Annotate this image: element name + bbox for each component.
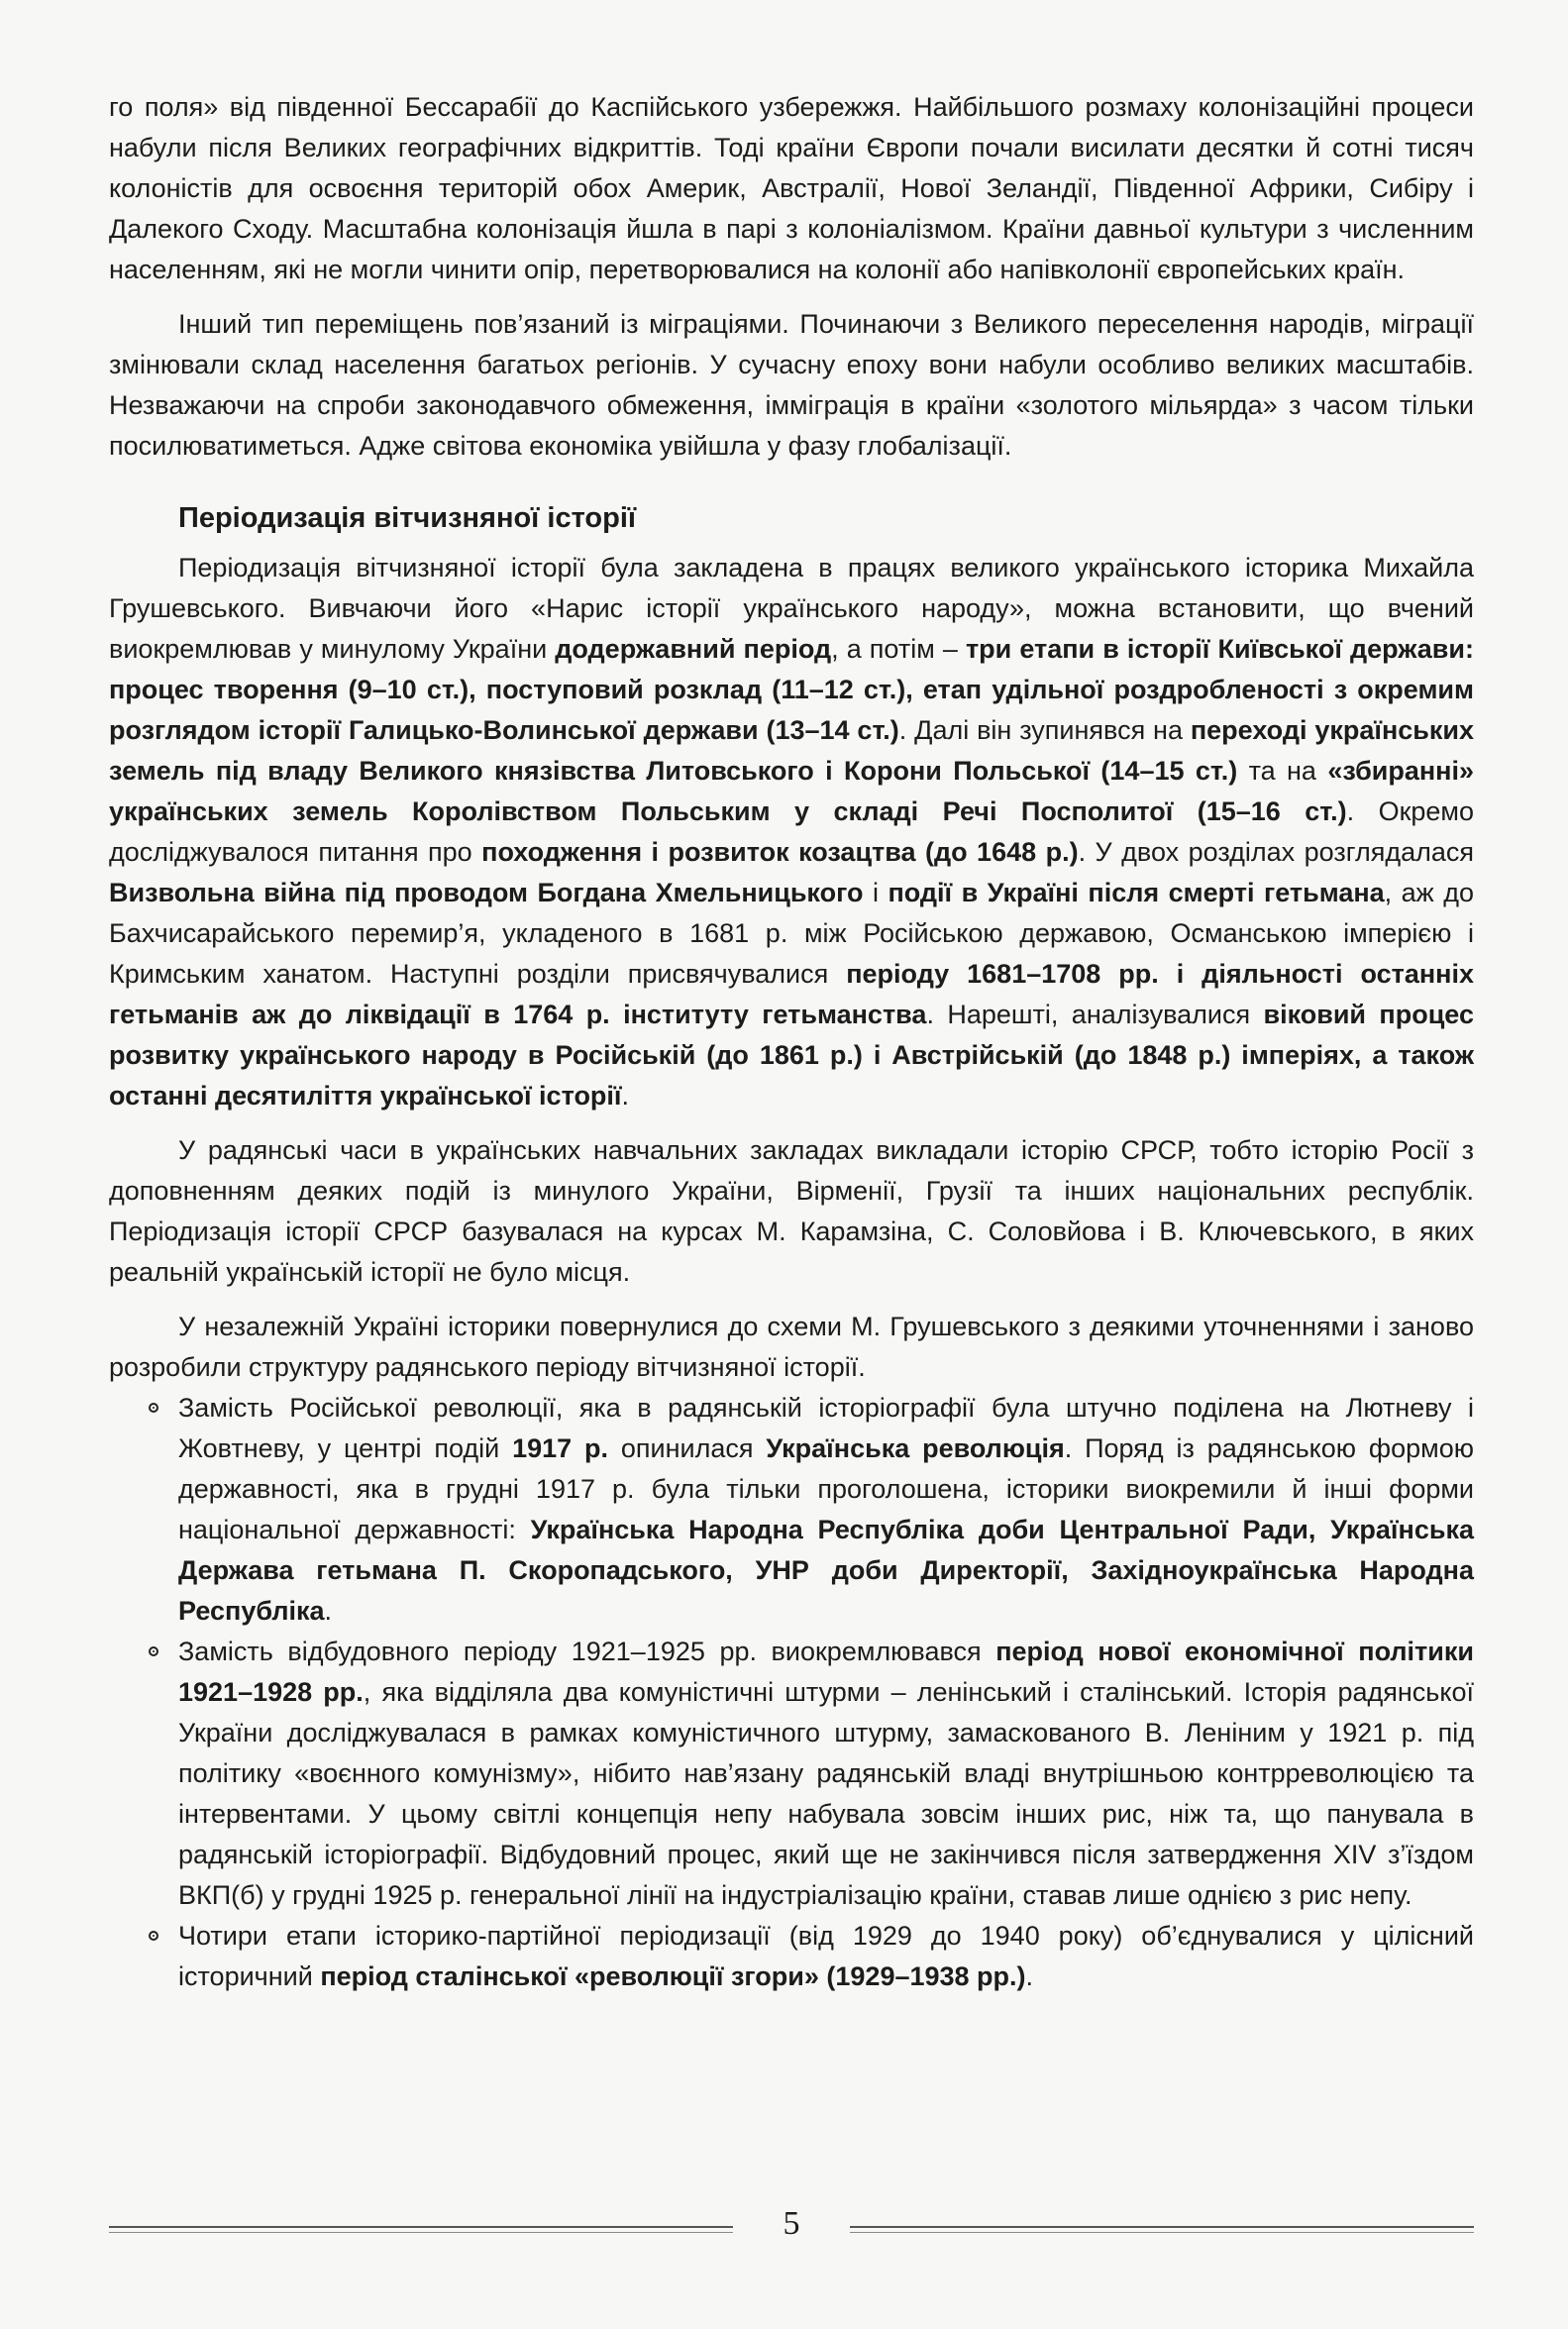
bold-term: додержавний період (555, 634, 832, 664)
bullet-icon (149, 1931, 158, 1941)
bold-term: період нової економічної політики 1921–1928 рр. (178, 1637, 1474, 1707)
paragraph-colonization: го поля» від південної Бессарабії до Каспійського узбережжя. Найбільшого розмаху колонізаційні процеси набули після Великих географічних відкриттів. Тоді країни Європи почали висилати десятки й сотні тисяч колоністів для освоєння територій обох Америк, Австралії, Нової Зеландії, Південної Африки, Сибіру і Далекого Сходу. Масштабна колонізація йшла в парі з колоніалізмом. Країни давньої культури з численним населенням, які не могли чинити опір, перетворювалися на колонії або напівколонії європейських країн. (109, 92, 1474, 284)
bullet-icon (149, 1646, 158, 1656)
page-body (109, 87, 1474, 1997)
bold-term: віковий процес розвитку українського народу в Російській (до 1861 р.) і Австрійській (до 1848 р.) імперіях, а також останні десятиліття української історії (109, 1000, 1474, 1111)
bold-term: події в Україні після смерті гетьмана (888, 878, 1385, 907)
footer-rule-right (850, 2226, 1474, 2233)
bullet-item (109, 1632, 1474, 1916)
bold-term: період сталінської «революції згори» (1929–1938 рр.) (320, 1961, 1026, 1991)
bold-term: «збиранні» українських земель Королівством Польським у складі Речі Посполитої (15–16 ст.) (109, 756, 1474, 826)
bullet-text: Чотири етапи історико-партійної періодизації (від 1929 до 1940 року) об’єднувалися у цілісний історичний період сталінської «революції згори» (1929–1938 рр.). (178, 1921, 1474, 1991)
bullet-icon (149, 1403, 158, 1413)
bullet-item (109, 1388, 1474, 1632)
bold-term: Українська революція (766, 1433, 1065, 1463)
bold-term: переході українських земель під владу Великого князівства Литовського і Корони Польської (14–15 ст.) (109, 715, 1475, 786)
bold-term: походження і розвиток козацтва (до 1648 р.) (481, 837, 1079, 867)
paragraph-hrushevsky: Періодизація вітчизняної історії була закладена в працях великого українського історика Михайла Грушевського. Вивчаючи його «Нарис історії українського народу», можна встановити, що вчений виокремлював у минулому України додержавний період, а потім – три етапи в історії Київської держави: процес творення (9–10 ст.), поступовий розклад (11–12 ст.), етап удільної роздробленості з окремим розглядом історії Галицько-Волинської держави (13–14 ст.). Далі він зупинявся на переході українських земель під владу Великого князівства Литовського і Корони Польської (14–15 ст.) та на «збиранні» українських земель Королівством Польським у складі Речі Посполитої (15–16 ст.). Окремо досліджувалося питання про походження і розвиток козацтва (до 1648 р.). У двох розділах розглядалася Визвольна війна під проводом Богдана Хмельницького і події в Україні після смерті гетьмана, аж до Бахчисарайського перемир’я, укладеного в 1681 р. між Російською державою, Османською імперією і Кримським ханатом. Наступні розділи присвячувалися періоду 1681–1708 рр. і діяльності останніх гетьманів аж до ліквідації в 1764 р. інституту гетьманства. Нарешті, аналізувалися віковий процес розвитку українського народу в Російській (до 1861 р.) і Австрійській (до 1848 р.) імперіях, а також останні десятиліття української історії. (109, 553, 1475, 1111)
bold-term: 1917 р. (512, 1433, 609, 1463)
paragraph-migrations: Інший тип переміщень пов’язаний із міграціями. Починаючи з Великого переселення народів, міграції змінювали склад населення багатьох регіонів. У сучасну епоху вони набули особливо великих масштабів. Незважаючи на спроби законодавчого обмеження, імміграція в країни «золотого мільярда» з часом тільки посилюватиметься. Адже світова економіка увійшла у фазу глобалізації. (109, 309, 1474, 461)
paragraph-independent-ukraine: У незалежній Україні історики повернулися до схеми М. Грушевського з деякими уточненнями і заново розробили структуру радянського періоду вітчизняної історії. (109, 1312, 1474, 1382)
bold-term: Українська Народна Республіка доби Центральної Ради, Українська Держава гетьмана П. Скоропадського, УНР доби Директорії, Західноукраїнська Народна Республіка (178, 1515, 1474, 1626)
bullet-text: Замість відбудовного періоду 1921–1925 рр. виокремлювався період нової економічної політики 1921–1928 рр., яка відділяла два комуністичні штурми – ленінський і сталінський. Історія радянської України досліджувалася в рамках комуністичного штурму, замаскованого В. Леніним у 1921 р. під політику «воєнного комунізму», нібито нав’язану радянській владі внутрішньою контрреволюцією та інтервентами. У цьому світлі концепція непу набувала зовсім інших рис, ніж та, що панувала в радянській історіографії. Відбудовний процес, який ще не закінчився після затвердження XIV з’їздом ВКП(б) у грудні 1925 р. генеральної лінії на індустріалізацію країни, ставав лише однією з рис непу. (178, 1637, 1474, 1910)
paragraph-soviet-times: У радянські часи в українських навчальних закладах викладали історію СРСР, тобто історію Росії з доповненням деяких подій із минулого України, Вірменії, Грузії та інших національних республік. Періодизація історії СРСР базувалася на курсах М. Карамзіна, С. Соловйова і В. Ключевського, в яких реальній українській історії не було місця. (109, 1135, 1474, 1287)
section-heading: Періодизація вітчизняної історії (178, 502, 637, 534)
bullet-item (109, 1916, 1474, 1997)
bullet-list (109, 1388, 1474, 1997)
bold-term: три етапи в історії Київської держави: процес творення (9–10 ст.), поступовий розклад (11–12 ст.), етап удільної роздробленості з окремим розглядом історії Галицько-Волинської держави (13–14 ст.) (109, 634, 1474, 745)
bold-term: Визвольна війна під проводом Богдана Хмельницького (109, 878, 864, 907)
bold-term: періоду 1681–1708 рр. і діяльності останніх гетьманів аж до ліквідації в 1764 р. інституту гетьманства (109, 959, 1475, 1029)
page-footer (109, 2204, 1474, 2244)
page-number: 5 (783, 2205, 800, 2242)
bullet-text: Замість Російської революції, яка в радянській історіографії була штучно поділена на Лютневу і Жовтневу, у центрі подій 1917 р. опинилася Українська революція. Поряд із радянською формою державності, яка в грудні 1917 р. була тільки проголошена, історики виокремили й інші форми національної державності: Українська Народна Республіка доби Центральної Ради, Українська Держава гетьмана П. Скоропадського, УНР доби Директорії, Західноукраїнська Народна Республіка. (178, 1393, 1474, 1626)
